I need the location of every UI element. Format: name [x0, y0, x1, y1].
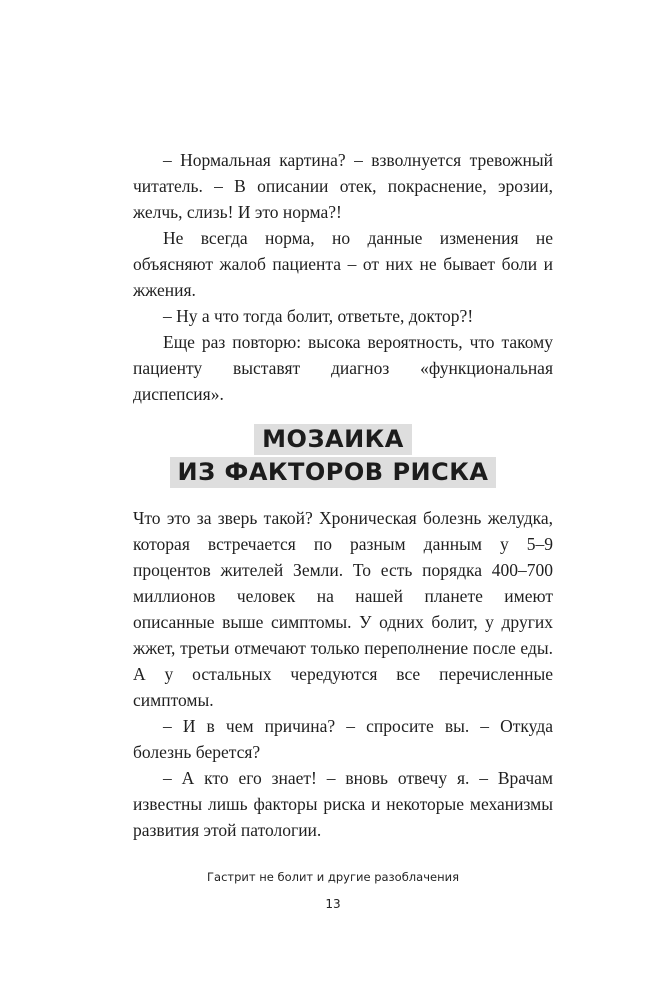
paragraph: – Нормальная картина? – взволнуется тревожный читатель. – В описании отек, покраснение, эрозии, желчь, слизь! И это норма?! — [133, 150, 553, 222]
running-footer-title: Гастрит не болит и другие разоблачения — [207, 870, 459, 884]
heading-line-1: МОЗАИКА — [254, 424, 412, 455]
paragraph: – Ну а что тогда болит, ответьте, доктор?! — [163, 306, 474, 326]
paragraph: – А кто его знает! – вновь отвечу я. – Врачам известны лишь факторы риска и некоторые механизмы развития этой патологии. — [133, 768, 553, 840]
paragraph: Еще раз повторю: высока вероятность, что такому пациенту выставят диагноз «функциональная диспепсия». — [133, 332, 553, 404]
page-number: 13 — [325, 897, 341, 911]
top-text-block — [133, 147, 553, 407]
paragraph: Что это за зверь такой? Хроническая болезнь желудка, которая встречается по разным данным у 5–9 процентов жителей Земли. То есть порядка 400–700 миллионов человек на нашей планете имеют описанные выше симптомы. У одних болит, у других жжет, третьи отмечают только переполнение после еды. А у остальных чередуются все перечисленные симптомы. — [133, 508, 553, 710]
paragraph: – И в чем причина? – спросите вы. – Откуда болезнь берется? — [133, 716, 553, 762]
paragraph: Не всегда норма, но данные изменения не объясняют жалоб пациента – от них не бывает боли и жжения. — [133, 228, 553, 300]
section-heading — [0, 424, 666, 488]
bottom-text-block — [133, 505, 553, 843]
heading-line-2: ИЗ ФАКТОРОВ РИСКА — [170, 457, 497, 488]
